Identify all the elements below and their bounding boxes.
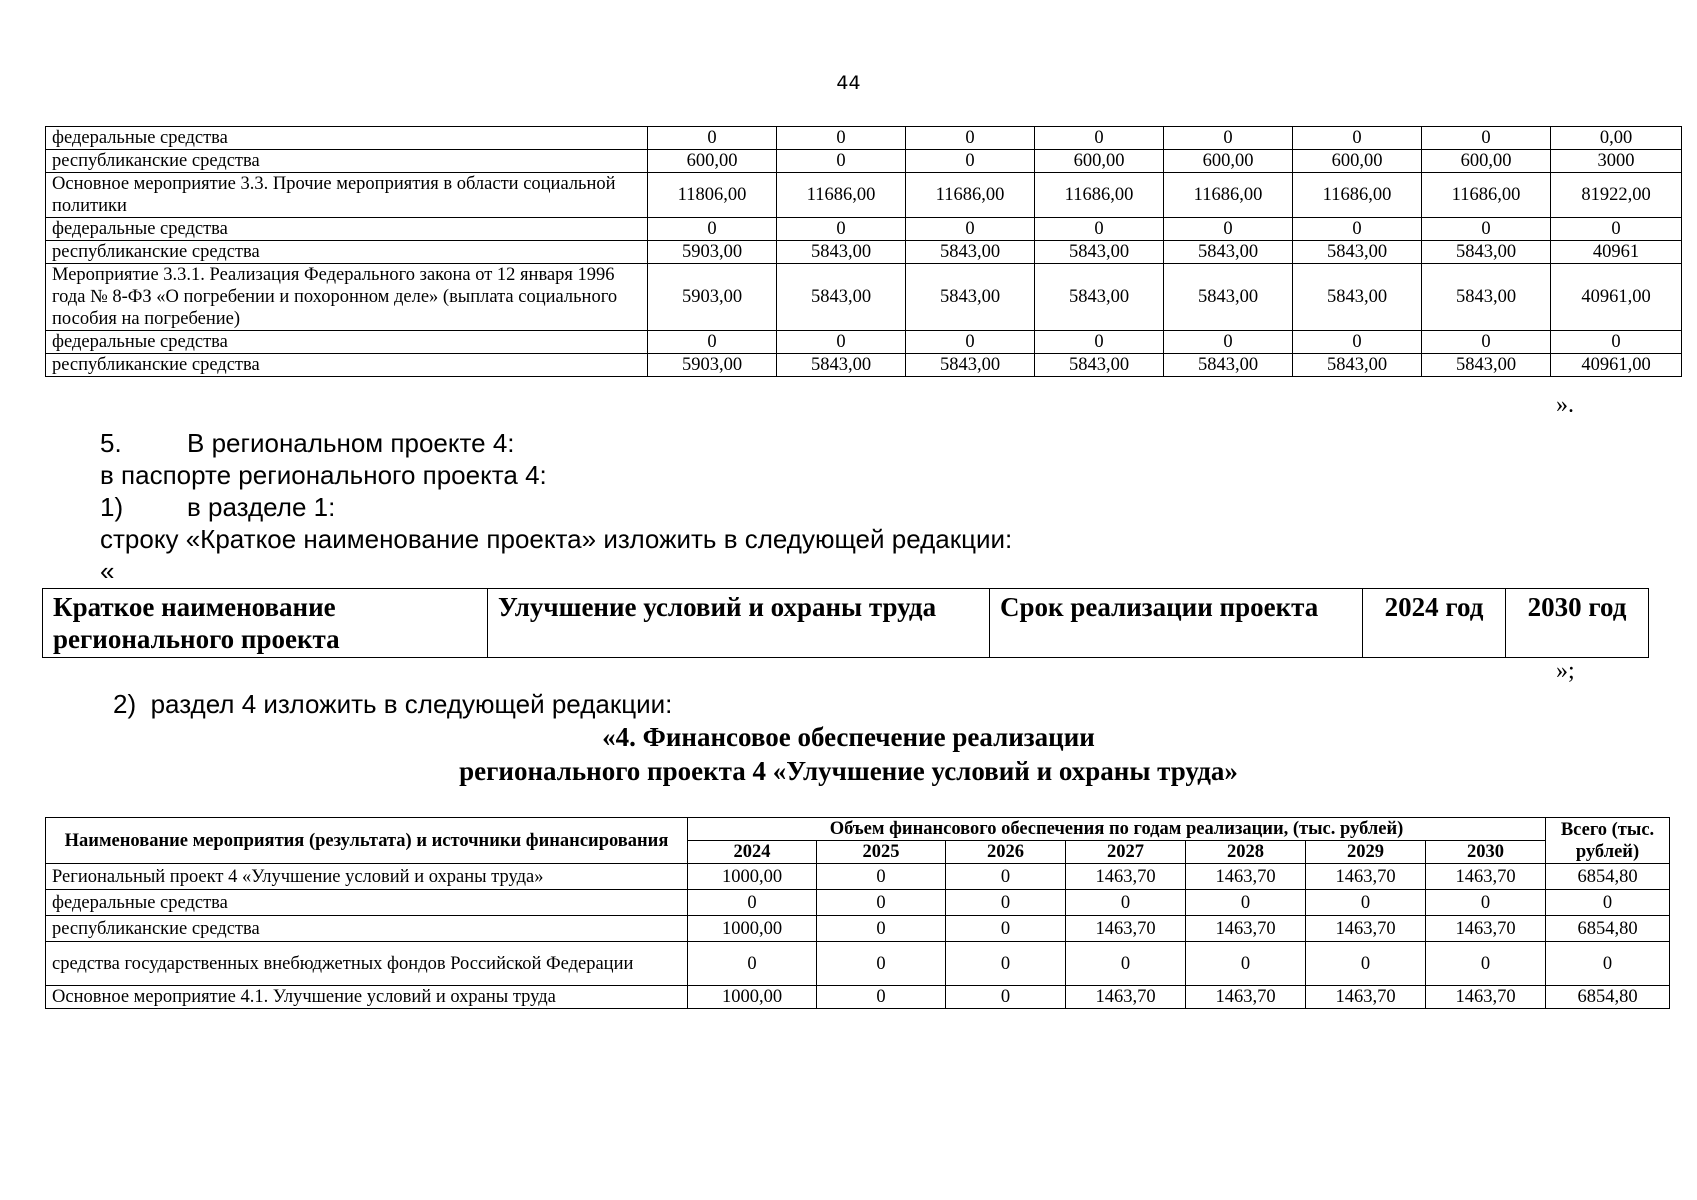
start-year: 2024 год (1363, 589, 1506, 658)
cell-value: 1463,70 (1306, 986, 1426, 1009)
table-row (46, 916, 1670, 942)
cell-value: 0,00 (1551, 127, 1682, 150)
cell-value: 0 (1293, 127, 1422, 150)
cell-value: 600,00 (1164, 150, 1293, 173)
cell-value: 1463,70 (1306, 916, 1426, 942)
cell-value: 40961,00 (1551, 264, 1682, 331)
cell-value: 1463,70 (1186, 864, 1306, 890)
cell-value: 0 (1035, 127, 1164, 150)
cell-value: 0 (1066, 890, 1186, 916)
cell-value: 5903,00 (648, 241, 777, 264)
cell-value: 0 (1422, 218, 1551, 241)
item-5-text: В региональном проекте 4: (187, 428, 515, 458)
table-row (46, 942, 1670, 986)
year-header: 2030 (1426, 841, 1546, 864)
cell-value: 0 (1546, 942, 1670, 986)
table-row (46, 986, 1670, 1009)
cell-value: 5843,00 (777, 264, 906, 331)
cell-value: 1463,70 (1066, 916, 1186, 942)
cell-value: 5843,00 (1164, 264, 1293, 331)
cell-value: 5843,00 (1293, 241, 1422, 264)
row-label: средства государственных внебюджетных фондов Российской Федерации (46, 942, 688, 986)
cell-value: 0 (817, 916, 946, 942)
cell-value: 5843,00 (1164, 241, 1293, 264)
cell-value: 5843,00 (906, 241, 1035, 264)
cell-value: 0 (946, 986, 1066, 1009)
page-number: 44 (836, 72, 861, 94)
cell-value: 5843,00 (1035, 354, 1164, 377)
cell-value: 11686,00 (1422, 173, 1551, 218)
cell-value: 0 (1546, 890, 1670, 916)
cell-value: 5903,00 (648, 354, 777, 377)
finance-table (45, 817, 1670, 1009)
cell-value: 0 (946, 916, 1066, 942)
year-header: 2026 (946, 841, 1066, 864)
cell-value: 0 (688, 890, 817, 916)
section-title-line-1: «4. Финансовое обеспечение реализации (602, 722, 1095, 752)
cell-value: 0 (777, 218, 906, 241)
cell-value: 1000,00 (688, 916, 817, 942)
cell-value: 5843,00 (906, 354, 1035, 377)
cell-value: 0 (1551, 331, 1682, 354)
cell-value: 0 (1306, 890, 1426, 916)
cell-value: 1000,00 (688, 864, 817, 890)
cell-value: 5843,00 (1293, 354, 1422, 377)
cell-value: 40961,00 (1551, 354, 1682, 377)
header-volume: Объем финансового обеспечения по годам реализации, (тыс. рублей) (688, 818, 1546, 841)
year-header: 2024 (688, 841, 817, 864)
cell-value: 1463,70 (1066, 864, 1186, 890)
cell-value: 1000,00 (688, 986, 817, 1009)
project-passport-table (42, 588, 1649, 658)
table-row (46, 127, 1682, 150)
table-row (46, 241, 1682, 264)
cell-value: 0 (946, 942, 1066, 986)
cell-value: 5903,00 (648, 264, 777, 331)
year-header: 2029 (1306, 841, 1426, 864)
cell-value: 0 (906, 150, 1035, 173)
cell-value: 0 (1186, 942, 1306, 986)
cell-value: 11806,00 (648, 173, 777, 218)
cell-value: 0 (1293, 331, 1422, 354)
cell-value: 5843,00 (1293, 264, 1422, 331)
row-label: республиканские средства (46, 916, 688, 942)
cell-value: 0 (817, 864, 946, 890)
cell-value: 0 (1426, 890, 1546, 916)
cell-value: 5843,00 (1422, 241, 1551, 264)
cell-value: 0 (777, 150, 906, 173)
cell-value: 1463,70 (1426, 864, 1546, 890)
cell-value: 0 (1164, 127, 1293, 150)
cell-value: 0 (1035, 218, 1164, 241)
cell-value: 0 (817, 890, 946, 916)
cell-value: 0 (906, 331, 1035, 354)
table-row (46, 173, 1682, 218)
sub-item-1-text: в разделе 1: (187, 492, 336, 522)
cell-value: 0 (1186, 890, 1306, 916)
table-row (46, 331, 1682, 354)
year-header: 2025 (817, 841, 946, 864)
table-row (46, 264, 1682, 331)
table-row (46, 150, 1682, 173)
row-label: Основное мероприятие 3.3. Прочие мероприятия в области социальной политики (46, 173, 648, 218)
cell-value: 0 (688, 942, 817, 986)
closing-quote-semicolon: »; (1556, 658, 1575, 684)
cell-value: 5843,00 (1035, 241, 1164, 264)
cell-value: 11686,00 (906, 173, 1035, 218)
row-label: Мероприятие 3.3.1. Реализация Федерального закона от 12 января 1996 года № 8-ФЗ «О погребении и похоронном деле» (выплата социального пособия на погребение) (46, 264, 648, 331)
closing-quote: ». (1556, 392, 1574, 418)
cell-value: 1463,70 (1306, 864, 1426, 890)
cell-value: 0 (1426, 942, 1546, 986)
row-label: Региональный проект 4 «Улучшение условий и охраны труда» (46, 864, 688, 890)
row-label: республиканские средства (46, 354, 648, 377)
row-label: Основное мероприятие 4.1. Улучшение условий и охраны труда (46, 986, 688, 1009)
table-row (46, 218, 1682, 241)
row-label: федеральные средства (46, 331, 648, 354)
cell-value: 0 (1422, 331, 1551, 354)
cell-value: 0 (1164, 218, 1293, 241)
cell-value: 0 (648, 127, 777, 150)
cell-value: 1463,70 (1186, 986, 1306, 1009)
cell-value: 0 (777, 127, 906, 150)
sub-item-number-1: 1) (100, 492, 124, 522)
cell-value: 40961 (1551, 241, 1682, 264)
cell-value: 5843,00 (1422, 354, 1551, 377)
row-label: федеральные средства (46, 218, 648, 241)
cell-value: 11686,00 (1035, 173, 1164, 218)
cell-value: 0 (1164, 331, 1293, 354)
cell-value: 0 (777, 331, 906, 354)
cell-value: 0 (1293, 218, 1422, 241)
header-name: Наименование мероприятия (результата) и источники финансирования (46, 818, 688, 864)
row-label: федеральные средства (46, 127, 648, 150)
cell-value: 0 (946, 864, 1066, 890)
table-row (46, 864, 1670, 890)
end-year: 2030 год (1506, 589, 1649, 658)
cell-value: 11686,00 (1293, 173, 1422, 218)
cell-value: 0 (1551, 218, 1682, 241)
table-row (46, 354, 1682, 377)
cell-value: 1463,70 (1426, 986, 1546, 1009)
instruction-text: строку «Краткое наименование проекта» изложить в следующей редакции: (100, 524, 1013, 554)
cell-value: 600,00 (1035, 150, 1164, 173)
cell-value: 0 (1422, 127, 1551, 150)
cell-value: 0 (648, 331, 777, 354)
cell-value: 5843,00 (1164, 354, 1293, 377)
cell-value: 0 (906, 218, 1035, 241)
row-label: республиканские средства (46, 241, 648, 264)
year-header: 2028 (1186, 841, 1306, 864)
item-2-text: 2) раздел 4 изложить в следующей редакции: (113, 689, 673, 719)
cell-value: 6854,80 (1546, 986, 1670, 1009)
cell-value: 0 (817, 942, 946, 986)
cell-value: 5843,00 (1422, 264, 1551, 331)
section-title-line-2: регионального проекта 4 «Улучшение условий и охраны труда» (459, 756, 1238, 786)
cell-value: 5843,00 (777, 241, 906, 264)
cell-value: 600,00 (648, 150, 777, 173)
cell-value: 0 (648, 218, 777, 241)
cell-value: 81922,00 (1551, 173, 1682, 218)
cell-value: 5843,00 (777, 354, 906, 377)
item-number-5: 5. (100, 428, 122, 458)
cell-value: 0 (1306, 942, 1426, 986)
cell-value: 600,00 (1422, 150, 1551, 173)
cell-value: 0 (1035, 331, 1164, 354)
project-name: Улучшение условий и охраны труда (488, 589, 990, 658)
cell-value: 11686,00 (777, 173, 906, 218)
cell-value: 1463,70 (1426, 916, 1546, 942)
header-total: Всего (тыс. рублей) (1546, 818, 1670, 864)
cell-value: 1463,70 (1066, 986, 1186, 1009)
table-row (46, 890, 1670, 916)
cell-value: 1463,70 (1186, 916, 1306, 942)
year-header: 2027 (1066, 841, 1186, 864)
row-label: федеральные средства (46, 890, 688, 916)
cell-value: 11686,00 (1164, 173, 1293, 218)
funding-table-continued (45, 126, 1682, 377)
cell-value: 0 (817, 986, 946, 1009)
row-label: республиканские средства (46, 150, 648, 173)
cell-value: 6854,80 (1546, 916, 1670, 942)
cell-value: 0 (906, 127, 1035, 150)
opening-quote: « (100, 556, 115, 586)
cell-value: 3000 (1551, 150, 1682, 173)
cell-value: 6854,80 (1546, 864, 1670, 890)
cell-value: 0 (1066, 942, 1186, 986)
cell-value: 0 (946, 890, 1066, 916)
passport-text: в паспорте регионального проекта 4: (100, 460, 547, 490)
implementation-period-label: Срок реализации проекта (990, 589, 1363, 658)
cell-value: 5843,00 (1035, 264, 1164, 331)
cell-value: 600,00 (1293, 150, 1422, 173)
short-name-label: Краткое наименование регионального проекта (43, 589, 488, 658)
cell-value: 5843,00 (906, 264, 1035, 331)
